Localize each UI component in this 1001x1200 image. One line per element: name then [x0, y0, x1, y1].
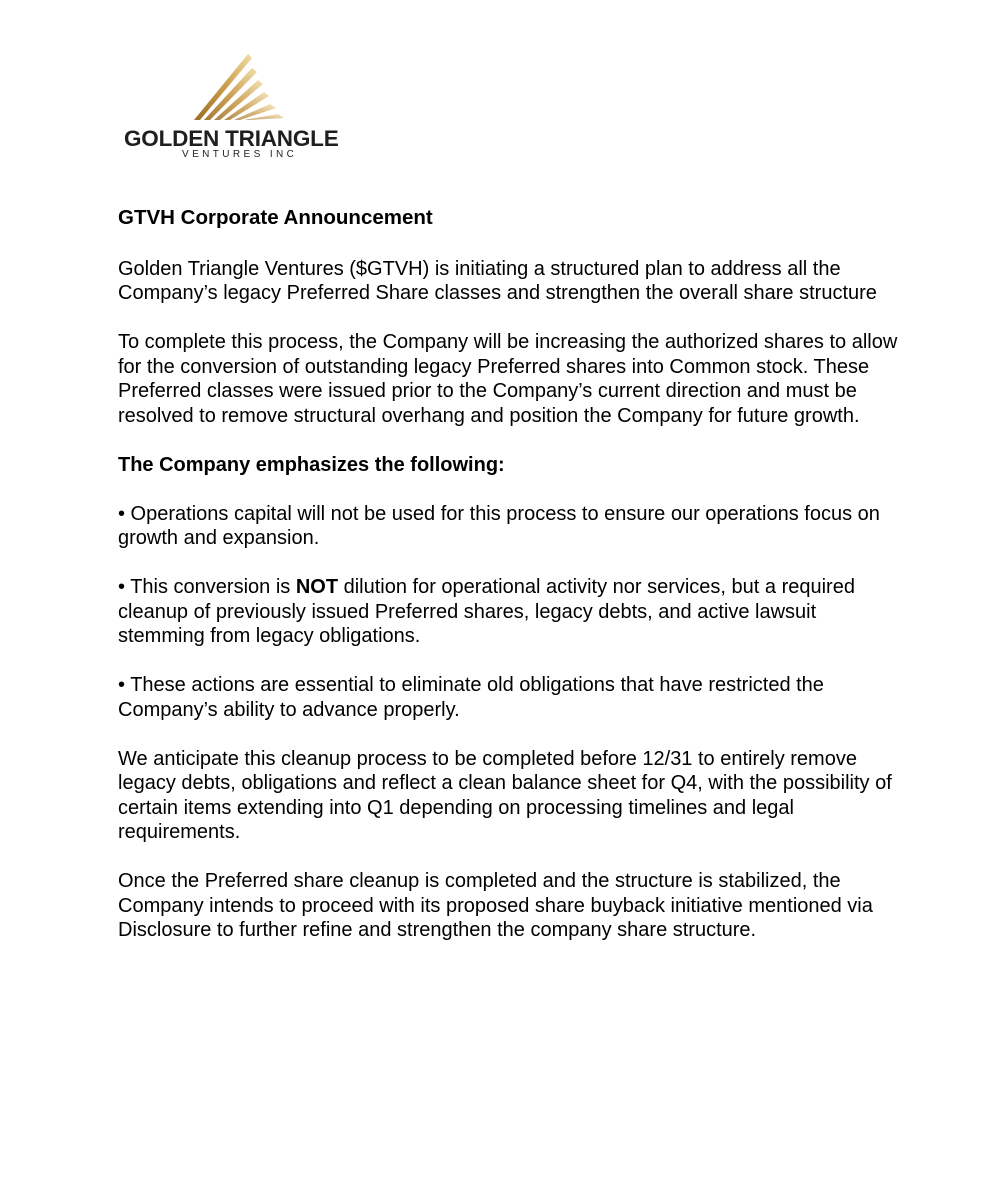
- bullet-not-dilution-bold: NOT: [295, 576, 339, 598]
- golden-triangle-logo-icon: [190, 50, 300, 126]
- bullet-not-dilution-prefix: • This conversion is: [118, 576, 296, 598]
- process-paragraph: To complete this process, the Company will be increasing the authorized shares to allow for the conversion of outstanding legacy Preferred shares into Common stock. These Preferred classes were issued prior to the Company’s current direction and must be resolved to remove structural overhang and position the Company for future growth.: [118, 331, 898, 427]
- bullet-eliminate-obligations: • These actions are essential to eliminate old obligations that have restricted the Company’s ability to advance properly.: [118, 674, 824, 721]
- logo-company-subtitle: VENTURES INC: [182, 149, 298, 160]
- page-title: GTVH Corporate Announcement: [118, 206, 433, 229]
- bullet-operations-capital: • Operations capital will not be used for this process to ensure our operations focus on growth and expansion.: [118, 502, 880, 549]
- logo-company-name: GOLDEN TRIANGLE: [124, 126, 339, 151]
- announcement-body: [118, 204, 898, 967]
- bullet-not-dilution-suffix: dilution for operational activity nor services, but a required cleanup of previously issued Preferred shares, legacy debts, and active lawsuit stemming from legacy obligations.: [118, 576, 855, 647]
- emphasis-heading: The Company emphasizes the following:: [118, 453, 505, 476]
- closing-paragraph: Once the Preferred share cleanup is completed and the structure is stabilized, the Company intends to proceed with its proposed share buyback initiative mentioned via Disclosure to further refine and strengthen the company share structure.: [118, 870, 873, 941]
- bullet-not-dilution: [118, 575, 898, 649]
- timeline-paragraph: We anticipate this cleanup process to be completed before 12/31 to entirely remove legacy debts, obligations and reflect a clean balance sheet for Q4, with the possibility of certain items extending into Q1 depending on processing timelines and legal requirements.: [118, 747, 892, 843]
- intro-paragraph: Golden Triangle Ventures ($GTVH) is initiating a structured plan to address all the Company’s legacy Preferred Share classes and strengthen the overall share structure: [118, 257, 877, 304]
- company-logo: [118, 50, 378, 165]
